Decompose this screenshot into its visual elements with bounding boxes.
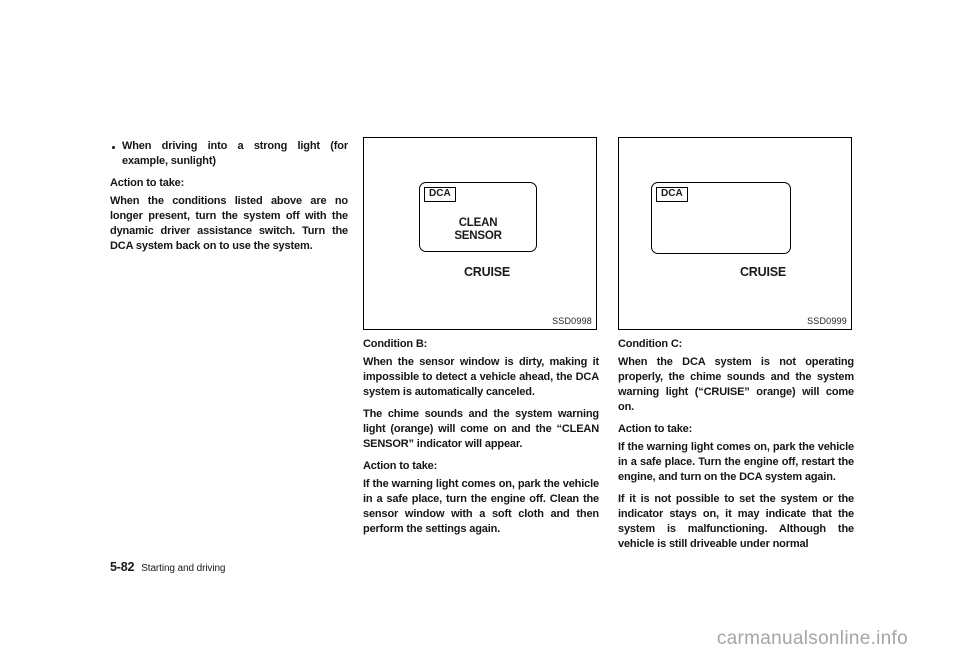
cruise-indicator: CRUISE [463,265,511,279]
dca-indicator: DCA [424,187,456,202]
condition-b-paragraph-1: When the sensor window is dirty, making it impossible to detect a vehicle ahead, the DCA system is automatically canceled. [363,356,599,398]
watermark-text: carmanualsonline.info [716,628,908,649]
clean-sensor-indicator [420,217,536,243]
cruise-indicator: CRUISE [739,265,787,279]
condition-c-paragraph-1: When the DCA system is not operating properly, the chime sounds and the system warning light (“CRUISE” orange) will come on. [618,356,854,413]
action-paragraph: If the warning light comes on, park the vehicle in a safe place, turn the engine off. Clean the sensor window with a soft cloth and then perform the settings again. [363,478,599,535]
action-to-take-heading: Action to take: [110,177,185,189]
figure-caption: SSD0999 [807,316,847,326]
dca-indicator: DCA [656,187,688,202]
page-number: 5-82 [110,560,135,574]
instrument-display [419,182,537,252]
bullet-list-item [110,139,348,169]
condition-c-heading: Condition C: [618,338,683,350]
instrument-display [651,182,791,254]
action-paragraph: When the conditions listed above are no longer present, turn the system off with the dynamic driver assistance switch. Turn the DCA system back on to use the system. [110,195,348,252]
bullet-icon [112,146,115,149]
left-column [110,139,348,261]
action-to-take-heading: Action to take: [618,423,693,435]
condition-b-heading: Condition B: [363,338,428,350]
page-footer [110,558,225,576]
figure-caption: SSD0998 [552,316,592,326]
bullet-item-text: When driving into a strong light (for example, sunlight) [122,140,348,167]
figure-ssd0998 [363,137,597,330]
figure-ssd0999 [618,137,852,330]
action-paragraph: If the warning light comes on, park the vehicle in a safe place. Turn the engine off, restart the engine, and turn on the DCA system again. [618,441,854,483]
clean-sensor-line1: CLEAN [458,217,498,229]
condition-b-paragraph-2: The chime sounds and the system warning light (orange) will come on and the “CLEAN SENSOR” indicator will appear. [363,408,599,450]
malfunction-bold-note: If it is not possible to set the system or the indicator stays on, it may indicate that the system is malfunctioning. Although the vehicle is still driveable under normal [618,493,854,550]
middle-column [363,337,599,544]
action-to-take-heading: Action to take: [363,460,438,472]
section-title: Starting and driving [141,563,226,574]
clean-sensor-line2: SENSOR [454,230,502,242]
right-column [618,337,854,559]
